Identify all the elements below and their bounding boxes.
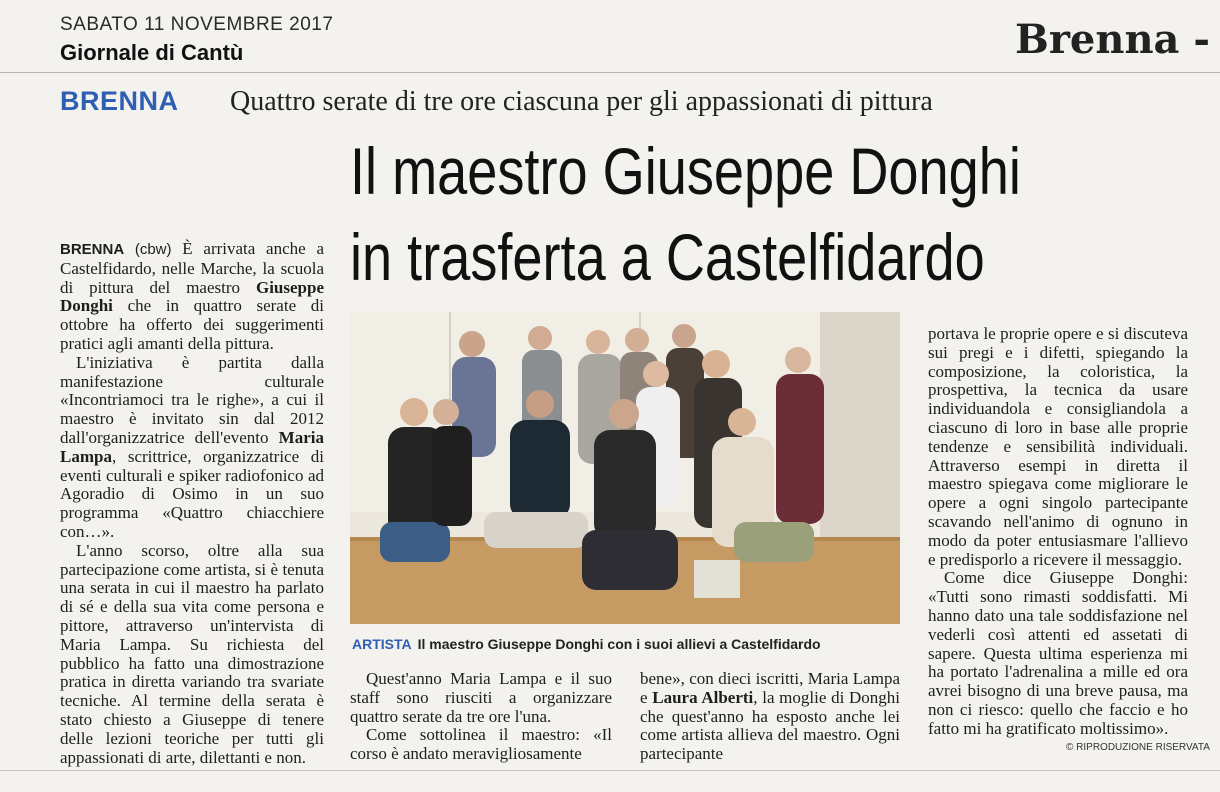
paragraph: portava le proprie opere e si discuteva sui pregi e i difetti, spiegando la composizione, la coloristica, la prospettiva, la tecnica da usare individuandola e consigliandola a ciascuno di loro in base alle proprie tendenze e sensibilità individuali. Attraverso esempi in diretta il maestro spiegava come migliorare le opere a ogni singolo partecipante scavando nell'animo di ognuno in modo da poter entusiasmare l'allievo e predisporlo a ricevere il messaggio. [928,324,1188,569]
headline-line-2: in trasferta a Castelfidardo [350,220,985,294]
article-column-4 [928,325,1188,739]
text-run: L'iniziativa è partita dalla manifestazione culturale «Incontriamoci tra le righe», a cui il maestro è invitato sin dal 2012 dall'organizzatrice dell'evento [60,352,324,447]
paragraph [640,670,900,764]
person-name: Maria Lampa [60,427,324,466]
headline-line-1: Il maestro Giuseppe Donghi [350,134,1021,208]
text-run: È arrivata anche a Castelfidardo, nelle Marche, la scuola di pittura del maestro [60,239,324,297]
section-header: Brenna - [1015,16,1210,63]
text-run: , scrittrice, organizzatrice di eventi culturali e spiker radiofonico ad Agoradio di Osimo in un suo programma «Quattro chiacchiere con…». [60,446,324,541]
section-kicker: BRENNA [60,86,179,116]
caption-text: Il maestro Giuseppe Donghi con i suoi allievi a Castelfidardo [417,636,821,652]
footer-divider [0,770,1220,771]
person-name: Laura Alberti [652,687,754,707]
caption-label: ARTISTA [352,636,412,652]
header-divider [0,72,1220,73]
paragraph: L'anno scorso, oltre alla sua partecipazione come artista, si è tenuta una serata in cui il maestro ha parlato di sé e della sua vita come persona e pittore, attraverso un'intervista di Maria Lampa. Su richiesta del pubblico ha fatto una dimostrazione pratica in diretta variando tra svariate tecniche. Al termine della serata è stato chiesto a Giuseppe di tenere delle lezioni teoriche per tutti gli appassionati di arte, dilettanti e non. [60,540,324,767]
paragraph [60,240,324,354]
article-subheadline: Quattro serate di tre ore ciascuna per gli appassionati di pittura [230,86,933,117]
text-run: che in quattro serate di ottobre ha offerto dei suggerimenti pratici agli amanti della pittura. [60,296,324,353]
group-photo-illustration [350,312,900,624]
article-column-3 [640,670,900,764]
article-column-1 [60,240,324,767]
paragraph: Come sottolinea il maestro: «Il corso è andato meravigliosamente [350,725,612,764]
article-column-2 [350,670,612,764]
group-photo [350,312,900,624]
person-name: Giuseppe Donghi [60,277,324,316]
newspaper-name: Giornale di Cantù [60,40,244,65]
paragraph: Come dice Giuseppe Donghi: «Tutti sono rimasti soddisfatti. Mi hanno dato una tale soddisfazione nel vederli così attenti ed assetati di sapere. Questa ultima esperienza mi ha portato l'adrenalina a mille ed ora avrei bisogno di una breve pausa, ma non ci riesco: quello che faccio e ho fatto mi ha gratificato moltissimo». [928,568,1188,738]
author-tag: (cbw) [124,241,172,258]
photo-caption [352,636,902,652]
copyright-notice: © RIPRODUZIONE RISERVATA [1066,742,1210,753]
dateline: BRENNA [60,241,125,258]
article-headline [350,128,1055,300]
paragraph [60,354,324,542]
text-run: , la moglie di Donghi che quest'anno ha esposto anche lei come artista allieva del maestro. Ogni partecipante [640,687,900,764]
paragraph: Quest'anno Maria Lampa e il suo staff sono riusciti a organizzare quattro serate da tre ore l'una. [350,669,612,726]
issue-date: SABATO 11 NOVEMBRE 2017 [60,14,334,35]
text-run: bene», con dieci iscritti, Maria Lampa e [640,669,900,707]
